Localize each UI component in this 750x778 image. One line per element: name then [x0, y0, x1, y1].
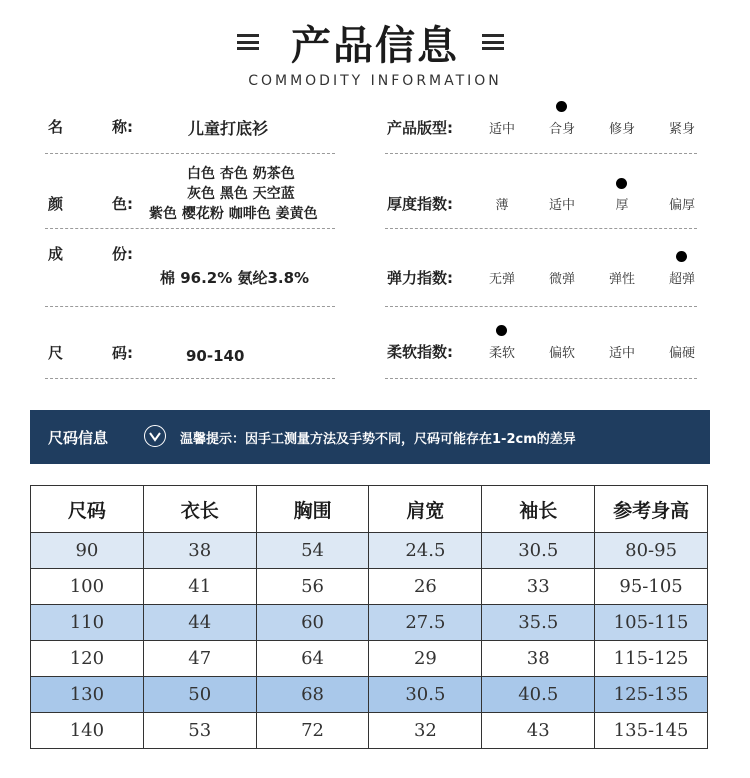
- table-cell: 125-135: [595, 677, 708, 713]
- table-cell: 32: [369, 713, 482, 749]
- table-header: 衣长: [143, 486, 256, 533]
- table-cell: 115-125: [595, 641, 708, 677]
- divider: [45, 153, 335, 154]
- selected-dot: [616, 178, 627, 189]
- table-cell: 80-95: [595, 533, 708, 569]
- softness-label: 柔软指数:: [387, 343, 453, 361]
- table-row: [31, 677, 708, 713]
- table-cell: 43: [482, 713, 595, 749]
- table-header: 袖长: [482, 486, 595, 533]
- menu-right-icon: [482, 34, 504, 50]
- softness-option: 柔软: [488, 346, 515, 361]
- table-header-row: [31, 486, 708, 533]
- banner-tip: 温馨提示：因手工测量方法及手势不同，尺码可能存在1-2cm的差异: [180, 432, 576, 447]
- fit-option: 紧身: [668, 122, 695, 137]
- table-cell: 105-115: [595, 605, 708, 641]
- fit-label: 产品版型:: [387, 119, 453, 137]
- table-row: [31, 641, 708, 677]
- table-header: 胸围: [256, 486, 369, 533]
- thickness-option: 适中: [548, 198, 575, 213]
- material-label-b: 份:: [112, 245, 133, 263]
- color-label-b: 色:: [112, 195, 133, 213]
- fit-option: 修身: [608, 122, 635, 137]
- fit-option: 合身: [548, 122, 575, 137]
- thickness-option: 偏厚: [668, 198, 695, 213]
- softness-option: 偏硬: [668, 346, 695, 361]
- table-cell: 35.5: [482, 605, 595, 641]
- elasticity-option: 微弹: [548, 272, 575, 287]
- table-cell: 72: [256, 713, 369, 749]
- softness-option: 偏软: [548, 346, 575, 361]
- selected-dot: [556, 101, 567, 112]
- size-label-a: 尺: [48, 344, 64, 362]
- table-cell: 64: [256, 641, 369, 677]
- size-info-banner: [30, 410, 710, 464]
- divider: [385, 228, 697, 229]
- name-label-b: 称:: [112, 118, 133, 136]
- table-row: [31, 605, 708, 641]
- size-value: 90-140: [186, 347, 245, 365]
- thickness-label: 厚度指数:: [387, 195, 453, 213]
- table-cell: 140: [31, 713, 144, 749]
- table-cell: 90: [31, 533, 144, 569]
- size-label-b: 码:: [112, 344, 133, 362]
- thickness-option: 薄: [495, 198, 509, 213]
- table-row: [31, 569, 708, 605]
- table-cell: 130: [31, 677, 144, 713]
- table-cell: 44: [143, 605, 256, 641]
- color-line-3: 紫色 樱花粉 咖啡色 姜黄色: [149, 206, 318, 222]
- table-cell: 47: [143, 641, 256, 677]
- table-header: 肩宽: [369, 486, 482, 533]
- name-label-a: 名: [48, 118, 64, 136]
- material-label-a: 成: [48, 245, 64, 263]
- table-cell: 30.5: [482, 533, 595, 569]
- elasticity-option: 无弹: [488, 272, 515, 287]
- table-cell: 100: [31, 569, 144, 605]
- table-cell: 68: [256, 677, 369, 713]
- table-cell: 110: [31, 605, 144, 641]
- color-line-1: 白色 杏色 奶茶色: [187, 166, 295, 182]
- elasticity-option: 超弹: [668, 272, 695, 287]
- divider: [45, 228, 335, 229]
- elasticity-label: 弹力指数:: [387, 269, 453, 287]
- table-row: [31, 533, 708, 569]
- color-line-2: 灰色 黑色 天空蓝: [187, 186, 295, 202]
- table-header: 参考身高: [595, 486, 708, 533]
- table-cell: 33: [482, 569, 595, 605]
- selected-dot: [496, 325, 507, 336]
- thickness-option: 厚: [615, 198, 629, 213]
- table-cell: 38: [143, 533, 256, 569]
- fit-option: 适中: [488, 122, 515, 137]
- divider: [45, 306, 335, 307]
- color-label-a: 颜: [48, 195, 64, 213]
- check-circle-icon: [144, 425, 166, 447]
- banner-title: 尺码信息: [48, 429, 109, 447]
- table-cell: 56: [256, 569, 369, 605]
- table-cell: 24.5: [369, 533, 482, 569]
- table-cell: 120: [31, 641, 144, 677]
- table-cell: 41: [143, 569, 256, 605]
- table-cell: 40.5: [482, 677, 595, 713]
- size-table: [30, 485, 708, 749]
- table-cell: 54: [256, 533, 369, 569]
- name-value: 儿童打底衫: [188, 119, 269, 138]
- softness-option: 适中: [608, 346, 635, 361]
- table-header: 尺码: [31, 486, 144, 533]
- divider: [45, 378, 335, 379]
- material-value: 棉 96.2% 氨纶3.8%: [160, 269, 310, 287]
- table-cell: 95-105: [595, 569, 708, 605]
- divider: [385, 306, 697, 307]
- elasticity-option: 弹性: [608, 272, 635, 287]
- table-cell: 53: [143, 713, 256, 749]
- selected-dot: [676, 251, 687, 262]
- page-subtitle: COMMODITY INFORMATION: [248, 73, 502, 89]
- table-cell: 135-145: [595, 713, 708, 749]
- page-title: 产品信息: [291, 23, 459, 69]
- table-cell: 50: [143, 677, 256, 713]
- divider: [385, 153, 697, 154]
- table-cell: 60: [256, 605, 369, 641]
- table-cell: 30.5: [369, 677, 482, 713]
- table-cell: 26: [369, 569, 482, 605]
- table-cell: 29: [369, 641, 482, 677]
- table-row: [31, 713, 708, 749]
- table-cell: 38: [482, 641, 595, 677]
- divider: [385, 378, 697, 379]
- table-cell: 27.5: [369, 605, 482, 641]
